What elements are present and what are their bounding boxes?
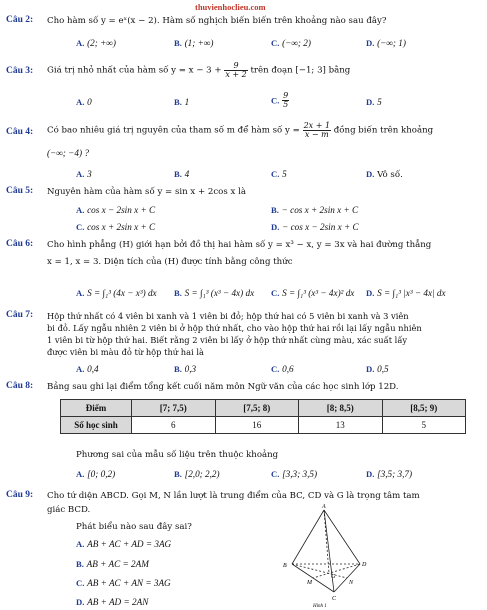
q8-option-c[interactable]: C. [3,3; 3,5) — [271, 469, 318, 479]
q9-option-a[interactable]: A. AB + AC + AD = 3AG — [76, 539, 172, 549]
table-header-cell: [8; 8,5) — [299, 400, 383, 417]
q2-option-a[interactable]: A. (2; +∞) — [76, 38, 116, 48]
question-5-stem: Nguyên hàm của hàm số y = sin x + 2cos x là — [47, 187, 246, 197]
q8-option-d[interactable]: D. [3,5; 3,7) — [366, 469, 413, 479]
segment-AG — [324, 510, 329, 573]
vertex-label-D: D — [362, 562, 367, 568]
table-row — [61, 400, 466, 417]
q9-option-b[interactable]: B. AB + AC = 2AM — [76, 559, 149, 569]
table-header-cell: [7,5; 8) — [215, 400, 299, 417]
question-2-label: Câu 2: — [6, 15, 34, 25]
q2-option-b[interactable]: B. (1; +∞) — [174, 38, 214, 48]
q4-option-c[interactable]: C. 5 — [271, 169, 287, 179]
table-cell: 16 — [215, 417, 299, 434]
q3-option-d[interactable]: D. 5 — [366, 97, 382, 107]
question-7-line-1: Hộp thứ nhất có 4 viên bi xanh và 1 viên bi đỏ; hộp thứ hai có 5 viên bi xanh và 3 viên — [47, 311, 409, 321]
tetrahedron-figure — [280, 500, 370, 608]
table-cell: 13 — [299, 417, 383, 434]
q7-option-d[interactable]: D. 0,5 — [366, 364, 389, 374]
point-label-N: N — [349, 580, 354, 586]
question-7-label: Câu 7: — [6, 310, 34, 320]
segment-BN — [292, 564, 347, 578]
point-label-M: M — [307, 580, 312, 586]
question-7-line-3: 1 viên bi từ hộp thứ hai. Biết rằng 2 viên bi lấy ở hộp thứ nhất cùng màu, xác suất lấy — [47, 335, 408, 345]
question-4-stem: Có bao nhiêu giá trị nguyên của tham số m để hàm số y = $\frac{2x + 1}{x - m}$ đồng biến trên khoảng — [47, 121, 434, 139]
q3-option-b[interactable]: B. 1 — [174, 97, 190, 107]
table-cell: 5 — [382, 417, 466, 434]
q3-option-c[interactable]: C. $\frac{9}{5}$ — [271, 91, 289, 109]
question-3-stem: Giá trị nhỏ nhất của hàm số y = x − 3 + $\frac{9}{x + 2}$ trên đoạn [−1; 3] bằng — [47, 61, 351, 79]
question-6-stem-line2: x = 1, x = 3. Diện tích của (H) được tính bằng công thức — [47, 257, 293, 267]
q6-option-b[interactable]: B. S = ∫₁³ (x³ − 4x) dx — [174, 288, 255, 298]
q9-option-c[interactable]: C. AB + AC + AN = 3AG — [76, 578, 171, 588]
q7-option-a[interactable]: A. 0,4 — [76, 364, 99, 374]
question-8-stem: Bảng sau ghi lại điểm tổng kết cuối năm môn Ngữ văn của các học sinh lớp 12D. — [47, 382, 399, 392]
table-row — [61, 417, 466, 434]
question-3-label: Câu 3: — [6, 66, 34, 76]
q6-option-a[interactable]: A. S = ∫₁³ (4x − x³) dx — [76, 288, 157, 298]
question-7-line-2: bi đỏ. Lấy ngẫu nhiên 2 viên bi ở hộp thứ nhất, cho vào hộp thứ hai rồi lại lấy ngẫu nhiên — [47, 323, 422, 333]
question-6-stem: Cho hình phẳng (H) giới hạn bởi đồ thị hai hàm số y = x³ − x, y = 3x và hai đường thẳng — [47, 240, 432, 250]
table-row-header: Số học sinh — [61, 417, 132, 434]
score-table — [60, 399, 466, 434]
question-9-label: Câu 9: — [6, 490, 34, 500]
q9-option-d[interactable]: D. AB + AD = 2AN — [76, 597, 149, 607]
question-2-stem: Cho hàm số y = eˣ(x − 2). Hàm số nghịch biến biến trên khoảng nào sau đây? — [47, 16, 387, 26]
q7-option-c[interactable]: C. 0,6 — [271, 364, 294, 374]
question-6-label: Câu 6: — [6, 239, 34, 249]
question-9-stem: Cho tứ diện ABCD. Gọi M, N lần lượt là trung điểm của BC, CD và G là trọng tâm tam — [47, 491, 420, 501]
table-header-cell: [8,5; 9) — [382, 400, 466, 417]
figure-caption: Hình 1 — [313, 604, 327, 608]
question-8-label: Câu 8: — [6, 381, 34, 391]
q8-option-a[interactable]: A. [0; 0,2) — [76, 469, 116, 479]
q5-option-c[interactable]: C. cos x + 2sin x + C — [76, 222, 156, 232]
table-cell: 6 — [132, 417, 216, 434]
question-8-subquestion: Phương sai của mẫu số liệu trên thuộc khoảng — [76, 450, 279, 460]
vertex-label-C: C — [332, 596, 337, 602]
q4-option-b[interactable]: B. 4 — [174, 169, 190, 179]
q5-option-a[interactable]: A. cos x − 2sin x + C — [76, 205, 156, 215]
q8-option-b[interactable]: B. [2,0; 2,2) — [174, 469, 220, 479]
q7-option-b[interactable]: B. 0,3 — [174, 364, 197, 374]
question-4-label: Câu 4: — [6, 127, 34, 137]
q5-option-d[interactable]: D. − cos x − 2sin x + C — [271, 222, 359, 232]
question-5-label: Câu 5: — [6, 186, 34, 196]
edge-AB — [292, 510, 324, 564]
vertex-label-B: B — [283, 563, 287, 569]
q5-option-b[interactable]: B. − cos x + 2sin x + C — [271, 205, 359, 215]
question-9-stem-line2: giác BCD. — [47, 505, 91, 515]
point-label-G: G — [331, 574, 336, 580]
q4-option-d[interactable]: D. Vô số. — [366, 169, 403, 180]
table-header-cell: [7; 7,5) — [132, 400, 216, 417]
q3-option-a[interactable]: A. 0 — [76, 97, 92, 107]
question-7-line-4: được viên bi màu đỏ từ hộp thứ hai là — [47, 347, 204, 357]
question-4-stem-line2: (−∞; −4) ? — [47, 148, 89, 158]
q6-option-c[interactable]: C. S = ∫₁³ (x³ − 4x)² dx — [271, 288, 355, 298]
q2-option-c[interactable]: C. (−∞; 2) — [271, 38, 311, 48]
watermark: thuvienhoclieu.com — [195, 2, 266, 12]
q4-option-a[interactable]: A. 3 — [76, 169, 92, 179]
table-header-cell: Điểm — [61, 400, 132, 417]
q6-option-d[interactable]: D. S = ∫₁³ |x³ − 4x| dx — [366, 288, 446, 298]
q2-option-d[interactable]: D. (−∞; 1) — [366, 38, 406, 48]
question-9-subquestion: Phát biểu nào sau đây sai? — [76, 522, 192, 532]
vertex-label-A: A — [322, 504, 326, 510]
